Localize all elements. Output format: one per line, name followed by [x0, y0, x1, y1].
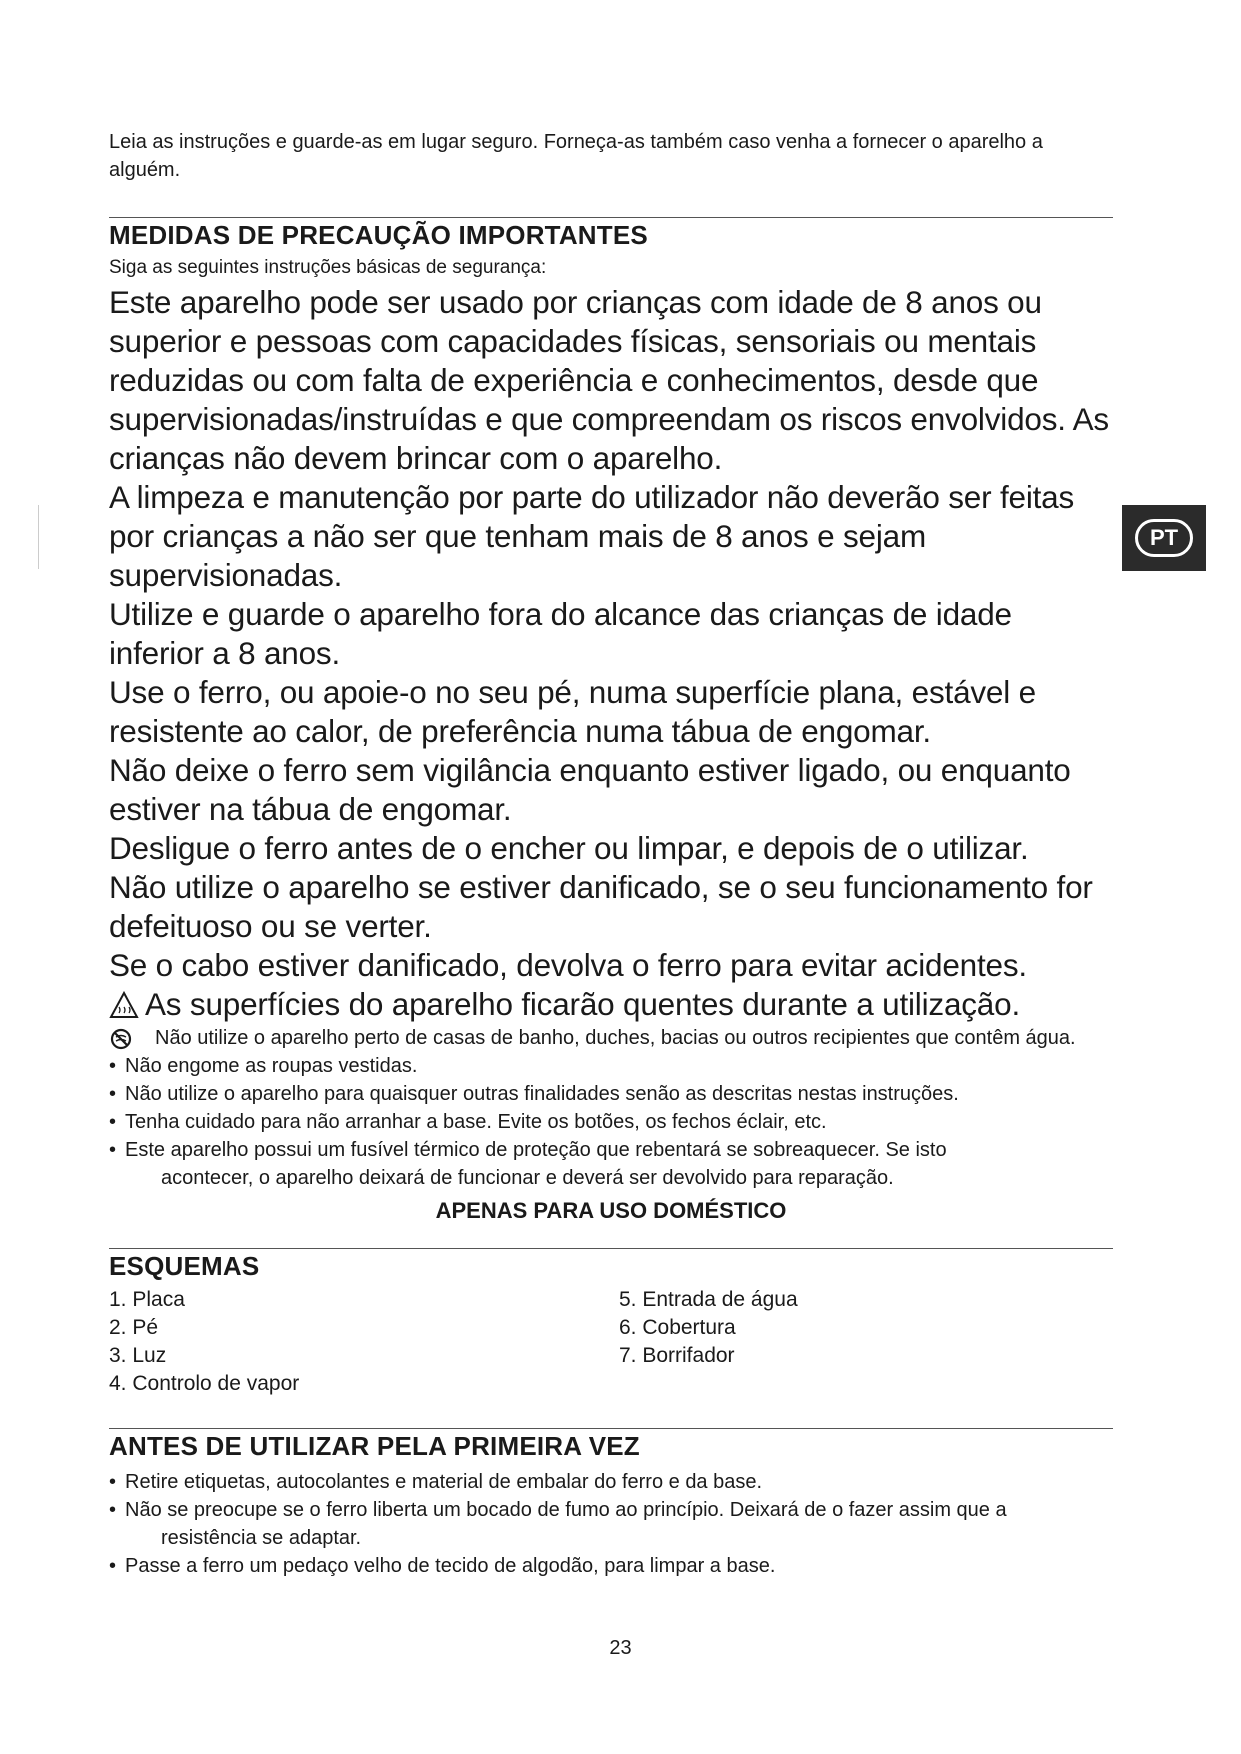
precautions-large-text	[109, 283, 1113, 1024]
schemes-title: ESQUEMAS	[109, 1251, 260, 1281]
language-badge	[1122, 505, 1206, 571]
list-item: • Não engome as roupas vestidas.	[109, 1052, 1113, 1080]
precaution-paragraph: Este aparelho pode ser usado por crianças com idade de 8 anos ou superior e pessoas com capacidades físicas, sensoriais ou mentais reduzidas ou com falta de experiência e conhecimentos, desde que supervisionadas/instruídas e que compreendam os riscos envolvidos. As crianças não devem brincar com o aparelho.	[109, 284, 1109, 476]
first-use-bullet-list	[109, 1468, 1113, 1580]
list-item: 2. Pé	[109, 1316, 159, 1339]
list-item: • Passe a ferro um pedaço velho de tecido de algodão, para limpar a base.	[109, 1552, 1113, 1580]
precautions-title: MEDIDAS DE PRECAUÇÃO IMPORTANTES	[109, 220, 648, 250]
section-divider	[109, 1248, 1113, 1249]
schemes-left-column	[109, 1286, 619, 1398]
precaution-paragraph: A limpeza e manutenção por parte do utilizador não deverão ser feitas por crianças a não ser que tenham mais de 8 anos e sejam supervisionadas.	[109, 479, 1075, 593]
precaution-paragraph: Utilize e guarde o aparelho fora do alcance das crianças de idade inferior a 8 anos.	[109, 596, 1012, 671]
precaution-paragraph: Se o cabo estiver danificado, devolva o ferro para evitar acidentes.	[109, 947, 1027, 983]
list-item: 4. Controlo de vapor	[109, 1372, 300, 1395]
list-item	[109, 1496, 1113, 1552]
precaution-paragraph: Use o ferro, ou apoie-o no seu pé, numa superfície plana, estável e resistente ao calor, de preferência numa tábua de engomar.	[109, 674, 1036, 749]
water-warning	[109, 1024, 1113, 1052]
section-divider	[109, 217, 1113, 218]
hot-surface-warning	[109, 985, 1113, 1024]
precautions-subtitle: Siga as seguintes instruções básicas de segurança:	[109, 257, 547, 278]
precaution-paragraph: Não utilize o aparelho se estiver danificado, se o seu funcionamento for defeituoso ou se verter.	[109, 869, 1093, 944]
page-number: 23	[609, 1637, 632, 1659]
list-item: 5. Entrada de água	[619, 1288, 798, 1311]
list-item	[109, 1136, 1113, 1192]
no-water-icon	[109, 1027, 133, 1051]
schemes-right-column	[619, 1286, 1019, 1398]
list-item: • Retire etiquetas, autocolantes e material de embalar do ferro e da base.	[109, 1468, 1113, 1496]
list-item: 1. Placa	[109, 1288, 185, 1311]
list-item: 6. Cobertura	[619, 1316, 736, 1339]
first-use-title: ANTES DE UTILIZAR PELA PRIMEIRA VEZ	[109, 1431, 640, 1461]
list-item: 7. Borrifador	[619, 1344, 735, 1367]
list-item: • Tenha cuidado para não arranhar a base. Evite os botões, os fechos éclair, etc.	[109, 1108, 1113, 1136]
hot-surface-warning-icon	[109, 991, 139, 1019]
fuse-bullet-line2: acontecer, o aparelho deixará de funcionar e deverá ser devolvido para reparação.	[161, 1167, 894, 1189]
page-content	[109, 128, 1113, 1580]
language-badge-label: PT	[1135, 519, 1193, 557]
margin-mark	[38, 505, 39, 569]
precaution-paragraph: Não deixe o ferro sem vigilância enquanto estiver ligado, ou enquanto estiver na tábua de engomar.	[109, 752, 1071, 827]
list-item: 3. Luz	[109, 1344, 167, 1367]
section-divider	[109, 1428, 1113, 1429]
first-use-b2-line1: Não se preocupe se o ferro liberta um bocado de fumo ao princípio. Deixará de o fazer assim que a	[125, 1499, 1007, 1521]
first-use-b2-line2: resistência se adaptar.	[161, 1527, 362, 1549]
domestic-use-notice: APENAS PARA USO DOMÉSTICO	[435, 1198, 787, 1223]
intro-text: Leia as instruções e guarde-as em lugar seguro. Forneça-as também caso venha a fornecer o aparelho a alguém.	[109, 131, 1043, 181]
water-warning-text: Não utilize o aparelho perto de casas de banho, duches, bacias ou outros recipientes que contêm água.	[155, 1027, 1076, 1049]
precautions-bullet-list	[109, 1052, 1113, 1192]
precaution-paragraph: Desligue o ferro antes de o encher ou limpar, e depois de o utilizar.	[109, 830, 1029, 866]
hot-surface-warning-text: As superfícies do aparelho ficarão quentes durante a utilização.	[145, 986, 1020, 1022]
list-item: • Não utilize o aparelho para quaisquer outras finalidades senão as descritas nestas instruções.	[109, 1080, 1113, 1108]
schemes-parts-list	[109, 1286, 1113, 1398]
fuse-bullet-line1: Este aparelho possui um fusível térmico de proteção que rebentará se sobreaquecer. Se isto	[125, 1139, 947, 1161]
